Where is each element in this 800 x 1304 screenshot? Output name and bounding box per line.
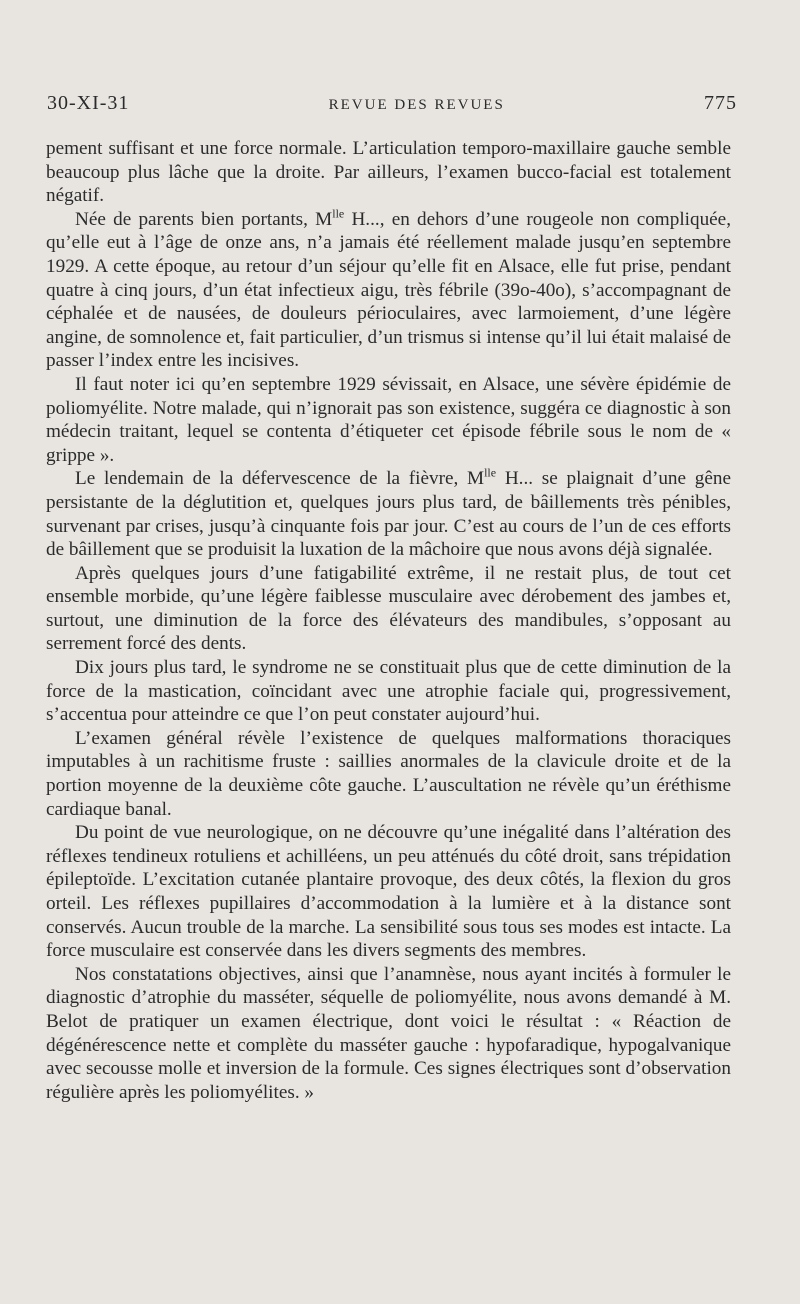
paragraph: L’examen général révèle l’existence de quelques malformations thoraciques imputables à un rachitisme fruste : saillies anormales de la clavicule droite et de la portion moyenne de la deuxième côte gauche. L’auscultation ne révèle qu’un éréthisme cardiaque banal. (46, 727, 731, 820)
body-text (46, 137, 731, 1104)
paragraph: Dix jours plus tard, le syndrome ne se constituait plus que de cette diminution de la force de la mastication, coïncidant avec une atrophie faciale qui, progressivement, s’accentua pour atteindre ce que l’on peut constater aujourd’hui. (46, 657, 731, 726)
running-title: REVUE DES REVUES (328, 97, 505, 113)
paragraph: pement suffisant et une force normale. L’articulation temporo-maxillaire gauche semble beaucoup plus lâche que la droite. Par ailleurs, l’examen bucco-facial est totalement négatif. (46, 138, 731, 207)
page-number: 775 (703, 92, 737, 114)
page-header (47, 92, 737, 115)
paragraph: Il faut noter ici qu’en septembre 1929 sévissait, en Alsace, une sévère épidémie de poliomyélite. Notre malade, qui n’ignorait pas son existence, suggéra ce diagnostic à son médecin traitant, lequel se contenta d’étiqueter cet épisode fébrile sous le nom de « grippe ». (46, 373, 731, 466)
paragraph: Le lendemain de la défervescence de la fièvre, $M^{lle}$ H... se plaignait d’une gêne persistante de la déglutition et, quelques jours plus tard, de bâillements très pénibles, survenant par crises, jusqu’à cinquante fois par jour. C’est au cours de l’un de ces efforts de bâillement que se produisit la luxation de la mâchoire que nous avons déjà signalée. (46, 465, 731, 561)
paragraph: Après quelques jours d’une fatigabilité extrême, il ne restait plus, de tout cet ensemble morbide, qu’une légère faiblesse musculaire avec dérobement des jambes et, surtout, une diminution de la force des élévateurs des mandibules, s’opposant au serrement forcé des dents. (46, 562, 731, 655)
paragraph: Nos constatations objectives, ainsi que l’anamnèse, nous ayant incités à formuler le diagnostic d’atrophie du masséter, séquelle de poliomyélite, nous avons demandé à M. Belot de pratiquer un examen électrique, dont voici le résultat : « Réaction de dégénérescence nette et complète du masséter gauche : hypofaradique, hypogalvanique avec secousse molle et inversion de la formule. Ces signes électriques sont d’observation régulière après les poliomyélites. » (46, 963, 731, 1103)
paragraph: Du point de vue neurologique, on ne découvre qu’une inégalité dans l’altération des réflexes tendineux rotuliens et achilléens, un peu atténués du côté droit, sans trépidation épileptoïde. L’excitation cutanée plantaire provoque, des deux côtés, la flexion du gros orteil. Les réflexes pupillaires d’accommodation à la lumière et à la distance sont conservés. Aucun trouble de la marche. La sensibilité sous tous ses modes est intacte. La force musculaire est conservée dans les divers segments des membres. (46, 822, 731, 962)
issue-date: 30-XI-31 (47, 92, 130, 114)
paragraph: Née de parents bien portants, $M^{lle}$ H..., en dehors d’une rougeole non compliquée, qu’elle eut à l’âge de onze ans, n’a jamais été réellement malade jusqu’en septembre 1929. A cette époque, au retour d’un séjour qu’elle fit en Alsace, elle fut prise, pendant quatre à cinq jours, d’un état infectieux aigu, très fébrile (39o-40o), s’accompagnant de céphalée et de nausées, de douleurs périoculaires, avec larmoiement, d’une légère angine, de somnolence et, fait particulier, d’un trismus si intense qu’il lui était malaisé de passer l’index entre les incisives. (46, 206, 731, 372)
